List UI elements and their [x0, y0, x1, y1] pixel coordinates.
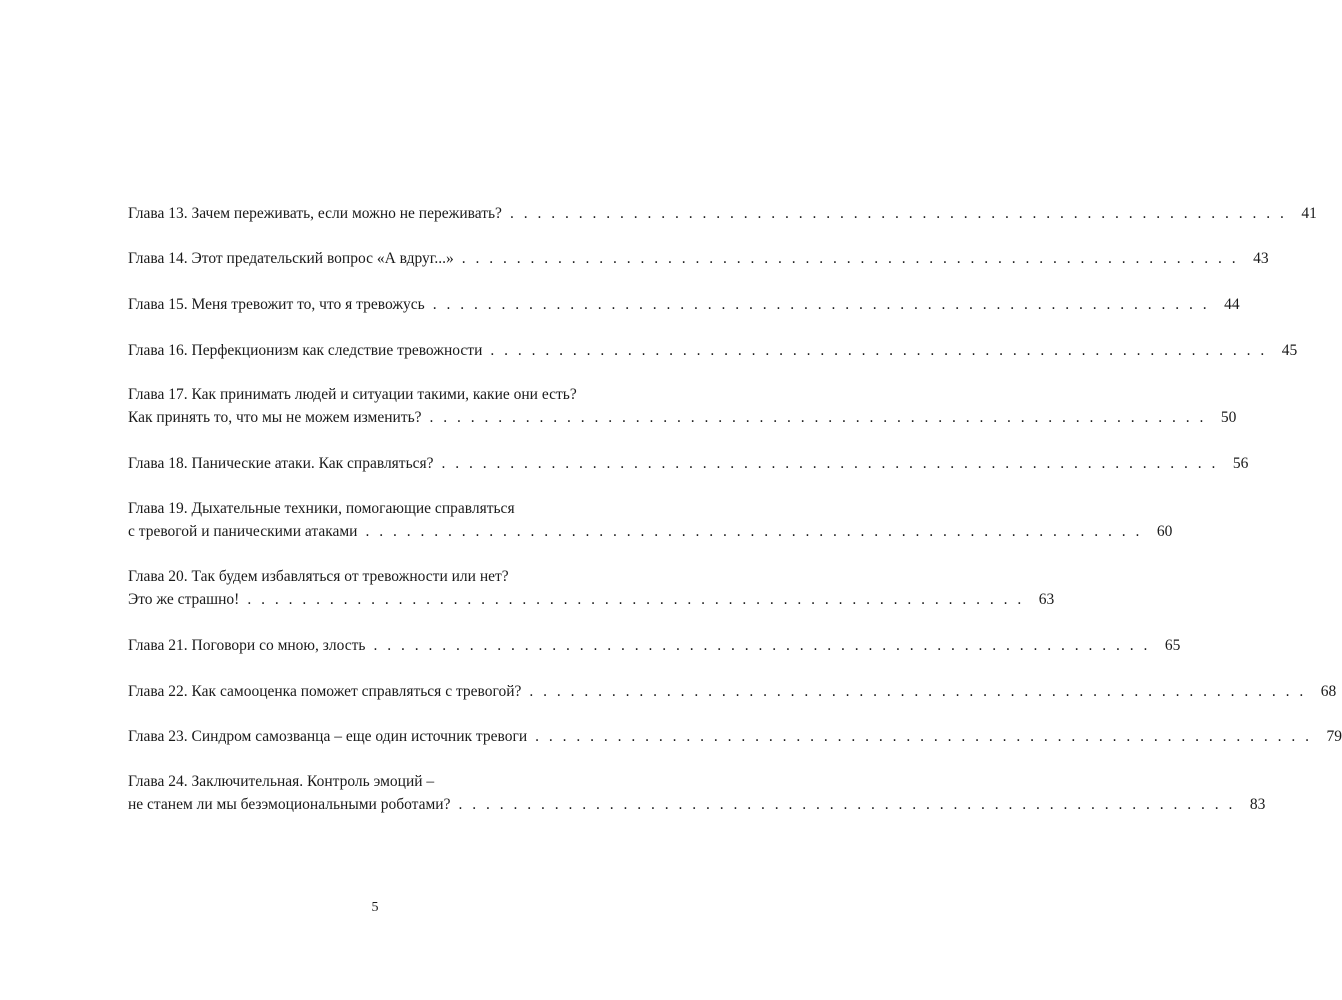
toc-page-number: 50: [1220, 409, 1237, 426]
toc-entry-title: Глава 18. Панические атаки. Как справляться?: [128, 455, 434, 472]
toc-entry-title: Глава 16. Перфекционизм как следствие тревожности: [128, 342, 483, 359]
toc-entry-ch20: [128, 565, 1055, 611]
toc-entry-ch14: [128, 247, 1269, 270]
dot-leader: . . . . . . . . . . . . . . . . . . . . . . . . . . . . . . . . . . . . . . . . . . . . . . . . . . . . . . . . .: [461, 250, 1239, 267]
dot-leader: . . . . . . . . . . . . . . . . . . . . . . . . . . . . . . . . . . . . . . . . . . . . . . . . . . . . . . . . .: [535, 728, 1313, 745]
toc-entry-title: Глава 20. Так будем избавляться от тревожности или нет?: [128, 568, 509, 585]
dot-leader: . . . . . . . . . . . . . . . . . . . . . . . . . . . . . . . . . . . . . . . . . . . . . . . . . . . . . . . . .: [490, 342, 1268, 359]
toc-page-number: 43: [1253, 250, 1269, 267]
dot-leader: . . . . . . . . . . . . . . . . . . . . . . . . . . . . . . . . . . . . . . . . . . . . . . . . . . . . . . . . .: [509, 205, 1287, 222]
toc-entry-title: Глава 15. Меня тревожит то, что я тревожусь: [128, 296, 425, 313]
toc-entry-ch16: [128, 339, 1298, 362]
toc-entry-ch22: [128, 680, 1337, 703]
toc-entry-title: Глава 24. Заключительная. Контроль эмоций –: [128, 773, 435, 790]
toc-entry-title: Глава 17. Как принимать людей и ситуации такими, какие они есть?: [128, 386, 577, 403]
dot-leader: . . . . . . . . . . . . . . . . . . . . . . . . . . . . . . . . . . . . . . . . . . . . . . . . . . . . . . . . .: [373, 637, 1151, 654]
toc-entry-title-continued: с тревогой и паническими атаками: [128, 523, 358, 540]
toc-page-number: 41: [1301, 205, 1317, 222]
toc-entry-title: Глава 19. Дыхательные техники, помогающие справляться: [128, 500, 515, 517]
toc-entry-ch19: [128, 497, 1173, 543]
dot-leader: . . . . . . . . . . . . . . . . . . . . . . . . . . . . . . . . . . . . . . . . . . . . . . . . . . . . . . . . .: [429, 409, 1207, 426]
toc-page-number: 68: [1320, 683, 1337, 700]
toc-page-number: 60: [1156, 523, 1173, 540]
toc-entry-title: Глава 22. Как самооценка поможет справляться с тревогой?: [128, 683, 522, 700]
dot-leader: . . . . . . . . . . . . . . . . . . . . . . . . . . . . . . . . . . . . . . . . . . . . . . . . . . . . . . . . .: [458, 796, 1236, 813]
dot-leader: . . . . . . . . . . . . . . . . . . . . . . . . . . . . . . . . . . . . . . . . . . . . . . . . . . . . . . . . .: [441, 455, 1219, 472]
toc-page-number: 44: [1224, 296, 1240, 313]
toc-entry-title-continued: Это же страшно!: [128, 591, 240, 608]
toc-entry-ch15: [128, 293, 1240, 316]
toc-page-number: 65: [1164, 637, 1181, 654]
toc-entry-title: Глава 13. Зачем переживать, если можно не переживать?: [128, 205, 502, 222]
dot-leader: . . . . . . . . . . . . . . . . . . . . . . . . . . . . . . . . . . . . . . . . . . . . . . . . . . . . . . . . .: [432, 296, 1210, 313]
toc-page-number: 79: [1326, 728, 1342, 745]
toc-entry-ch24: [128, 770, 1266, 816]
toc-entry-title-continued: Как принять то, что мы не можем изменить?: [128, 409, 422, 426]
toc-entry-ch17: [128, 383, 1237, 429]
toc-page-number: 45: [1281, 342, 1298, 359]
toc-entry-ch23: [128, 725, 1342, 748]
toc-entry-title: Глава 21. Поговори со мною, злость: [128, 637, 366, 654]
dot-leader: . . . . . . . . . . . . . . . . . . . . . . . . . . . . . . . . . . . . . . . . . . . . . . . . . . . . . . . . .: [247, 591, 1025, 608]
toc-entry-title-continued: не станем ли мы безэмоциональными роботами?: [128, 796, 451, 813]
toc-entry-title: Глава 14. Этот предательский вопрос «А вдруг...»: [128, 250, 454, 267]
toc-entry-ch18: [128, 452, 1249, 475]
toc-page-number: 83: [1249, 796, 1266, 813]
page-folio: 5: [371, 900, 379, 915]
toc-entry-title: Глава 23. Синдром самозванца – еще один источник тревоги: [128, 728, 528, 745]
toc-entry-ch13: [128, 202, 1317, 225]
dot-leader: . . . . . . . . . . . . . . . . . . . . . . . . . . . . . . . . . . . . . . . . . . . . . . . . . . . . . . . . .: [529, 683, 1307, 700]
toc-entry-ch21: [128, 634, 1181, 657]
toc-page-number: 56: [1232, 455, 1249, 472]
dot-leader: . . . . . . . . . . . . . . . . . . . . . . . . . . . . . . . . . . . . . . . . . . . . . . . . . . . . . . . . .: [365, 523, 1143, 540]
toc-page-number: 63: [1038, 591, 1055, 608]
